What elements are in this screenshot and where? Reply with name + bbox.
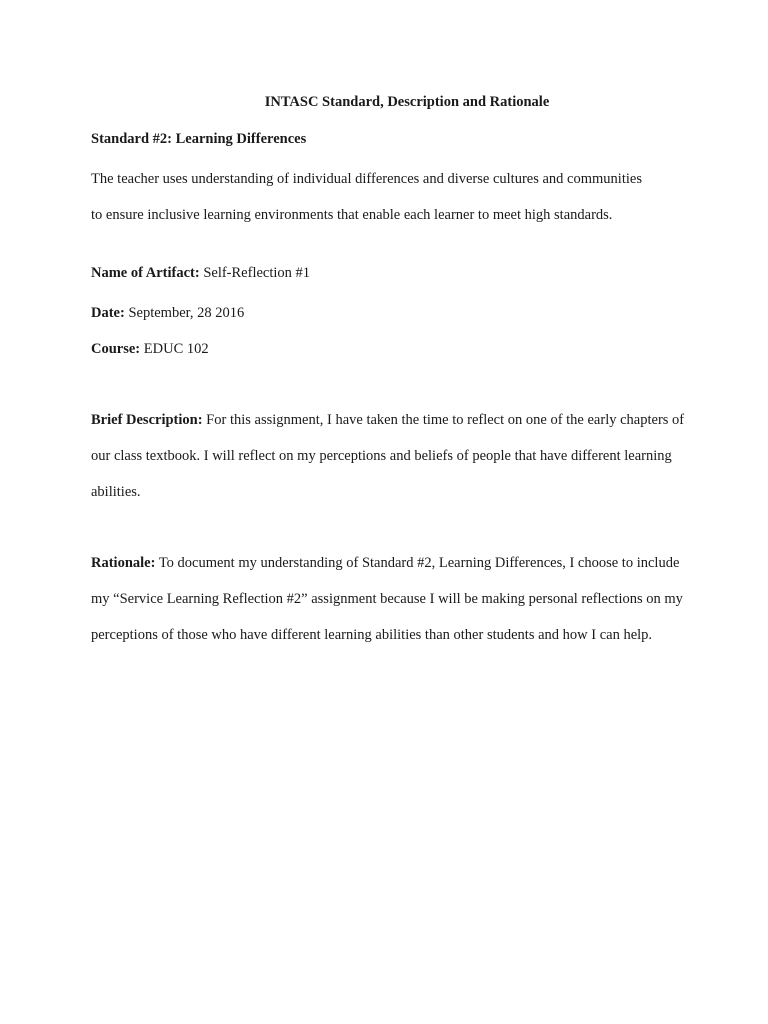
course-label: Course: bbox=[91, 341, 141, 357]
date-label: Date: bbox=[91, 305, 125, 321]
artifact-label: Name of Artifact: bbox=[91, 265, 200, 281]
date-value: September, 28 2016 bbox=[128, 305, 245, 321]
course-value: EDUC 102 bbox=[143, 341, 209, 357]
rationale-line-1 bbox=[91, 555, 679, 572]
rationale-line-3: perceptions of those who have different learning abilities than other students and how I can help. bbox=[91, 627, 653, 643]
rationale-text-1: To document my understanding of Standard #2, Learning Differences, I choose to include bbox=[158, 555, 680, 571]
course-row bbox=[91, 341, 209, 358]
standard-heading: Standard #2: Learning Differences bbox=[91, 131, 307, 147]
brief-description-label: Brief Description: bbox=[91, 412, 203, 428]
brief-description-line-3: abilities. bbox=[91, 484, 141, 500]
brief-description-line-2: our class textbook. I will reflect on my perceptions and beliefs of people that have different learning bbox=[91, 448, 672, 464]
artifact-value: Self-Reflection #1 bbox=[203, 265, 311, 281]
document-title: INTASC Standard, Description and Rationale bbox=[264, 94, 550, 110]
rationale-line-2: my “Service Learning Reflection #2” assignment because I will be making personal reflections on my bbox=[91, 591, 683, 607]
standard-description-line-1: The teacher uses understanding of individual differences and diverse cultures and communities bbox=[91, 171, 642, 187]
rationale-label: Rationale: bbox=[91, 555, 156, 571]
standard-description-line-2: to ensure inclusive learning environments that enable each learner to meet high standards. bbox=[91, 207, 613, 223]
brief-description-line-1 bbox=[91, 412, 684, 429]
artifact-row bbox=[91, 265, 310, 282]
brief-description-text-1: For this assignment, I have taken the time to reflect on one of the early chapters of bbox=[206, 412, 685, 428]
date-row bbox=[91, 305, 244, 322]
